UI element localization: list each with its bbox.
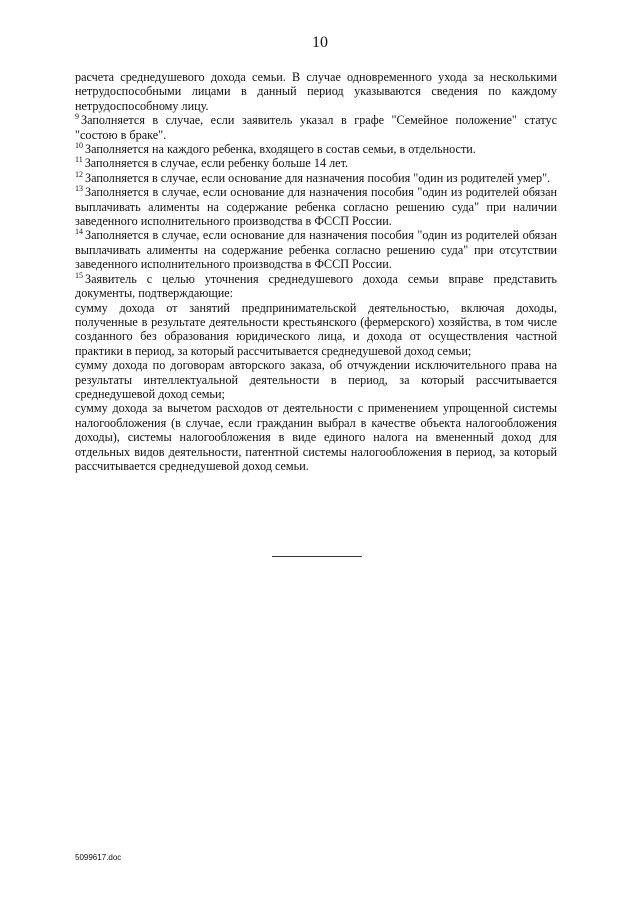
footnote-10 — [75, 142, 557, 156]
footnote-9 — [75, 113, 557, 142]
footnote-number: 9 — [75, 112, 79, 122]
list-item: сумму дохода за вычетом расходов от деятельности с применением упрощенной системы налогообложения (в случае, если гражданин выбрал в качестве объекта налогообложения доходы), системы налогообложения в виде единого налога на вмененный доход для отдельных видов деятельности, патентной системы налогообложения в период, за который рассчитывается среднедушевой доход семьи. — [75, 401, 557, 473]
footnote-text: Заполняется в случае, если основание для назначения пособия "один из родителей умер". — [85, 170, 551, 185]
document-id: 5099617.doc — [75, 853, 122, 862]
footnote-text: Заполняется в случае, если ребенку больше 14 лет. — [84, 156, 349, 171]
list-item: сумму дохода по договорам авторского заказа, об отчуждении исключительного права на результаты интеллектуальной деятельности в период, за который рассчитывается среднедушевой доход семьи; — [75, 358, 557, 401]
footnote-number: 15 — [75, 270, 83, 280]
footnote-text: Заявитель с целью уточнения среднедушевого дохода семьи вправе представить документы, подтверждающие: — [75, 271, 557, 301]
footnote-number: 12 — [75, 169, 83, 179]
footnote-number: 10 — [75, 141, 83, 151]
list-item: сумму дохода от занятий предпринимательской деятельностью, включая доходы, полученные в результате деятельности крестьянского (фермерского) хозяйства, в том числе созданного без образования юридического лица, и дохода от осуществления частной практики в период, за который рассчитывается среднедушевой доход семьи; — [75, 300, 557, 358]
document-body — [75, 70, 557, 473]
footnote-number: 11 — [75, 155, 83, 165]
footnote-text: Заполняется в случае, если основание для назначения пособия "один из родителей обязан выплачивать алименты на содержание ребенка согласно решению суда" при отсутствии заведенного исполнительного производства в ФССП России. — [75, 228, 557, 272]
page-number: 10 — [312, 34, 328, 51]
footnote-13 — [75, 185, 557, 228]
footnote-14 — [75, 228, 557, 271]
footnote-12 — [75, 171, 557, 185]
intro-paragraph: расчета среднедушевого дохода семьи. В случае одновременного ухода за несколькими нетрудоспособными лицами в данный период указываются сведения по каждому нетрудоспособному лицу. — [75, 70, 557, 113]
footnote-number: 13 — [75, 184, 83, 194]
footnote-15 — [75, 272, 557, 301]
end-divider — [272, 556, 362, 557]
footnote-text: Заполняется на каждого ребенка, входящего в состав семьи, в отдельности. — [85, 142, 476, 157]
footnote-number: 14 — [75, 227, 83, 237]
footnote-11 — [75, 156, 557, 170]
footnote-text: Заполняется в случае, если основание для назначения пособия "один из родителей обязан выплачивать алименты на содержание ребенка согласно решению суда" при наличии заведенного исполнительного производства в ФССП России. — [75, 185, 557, 229]
footnote-text: Заполняется в случае, если заявитель указал в графе "Семейное положение" статус "состою в браке". — [75, 113, 557, 142]
